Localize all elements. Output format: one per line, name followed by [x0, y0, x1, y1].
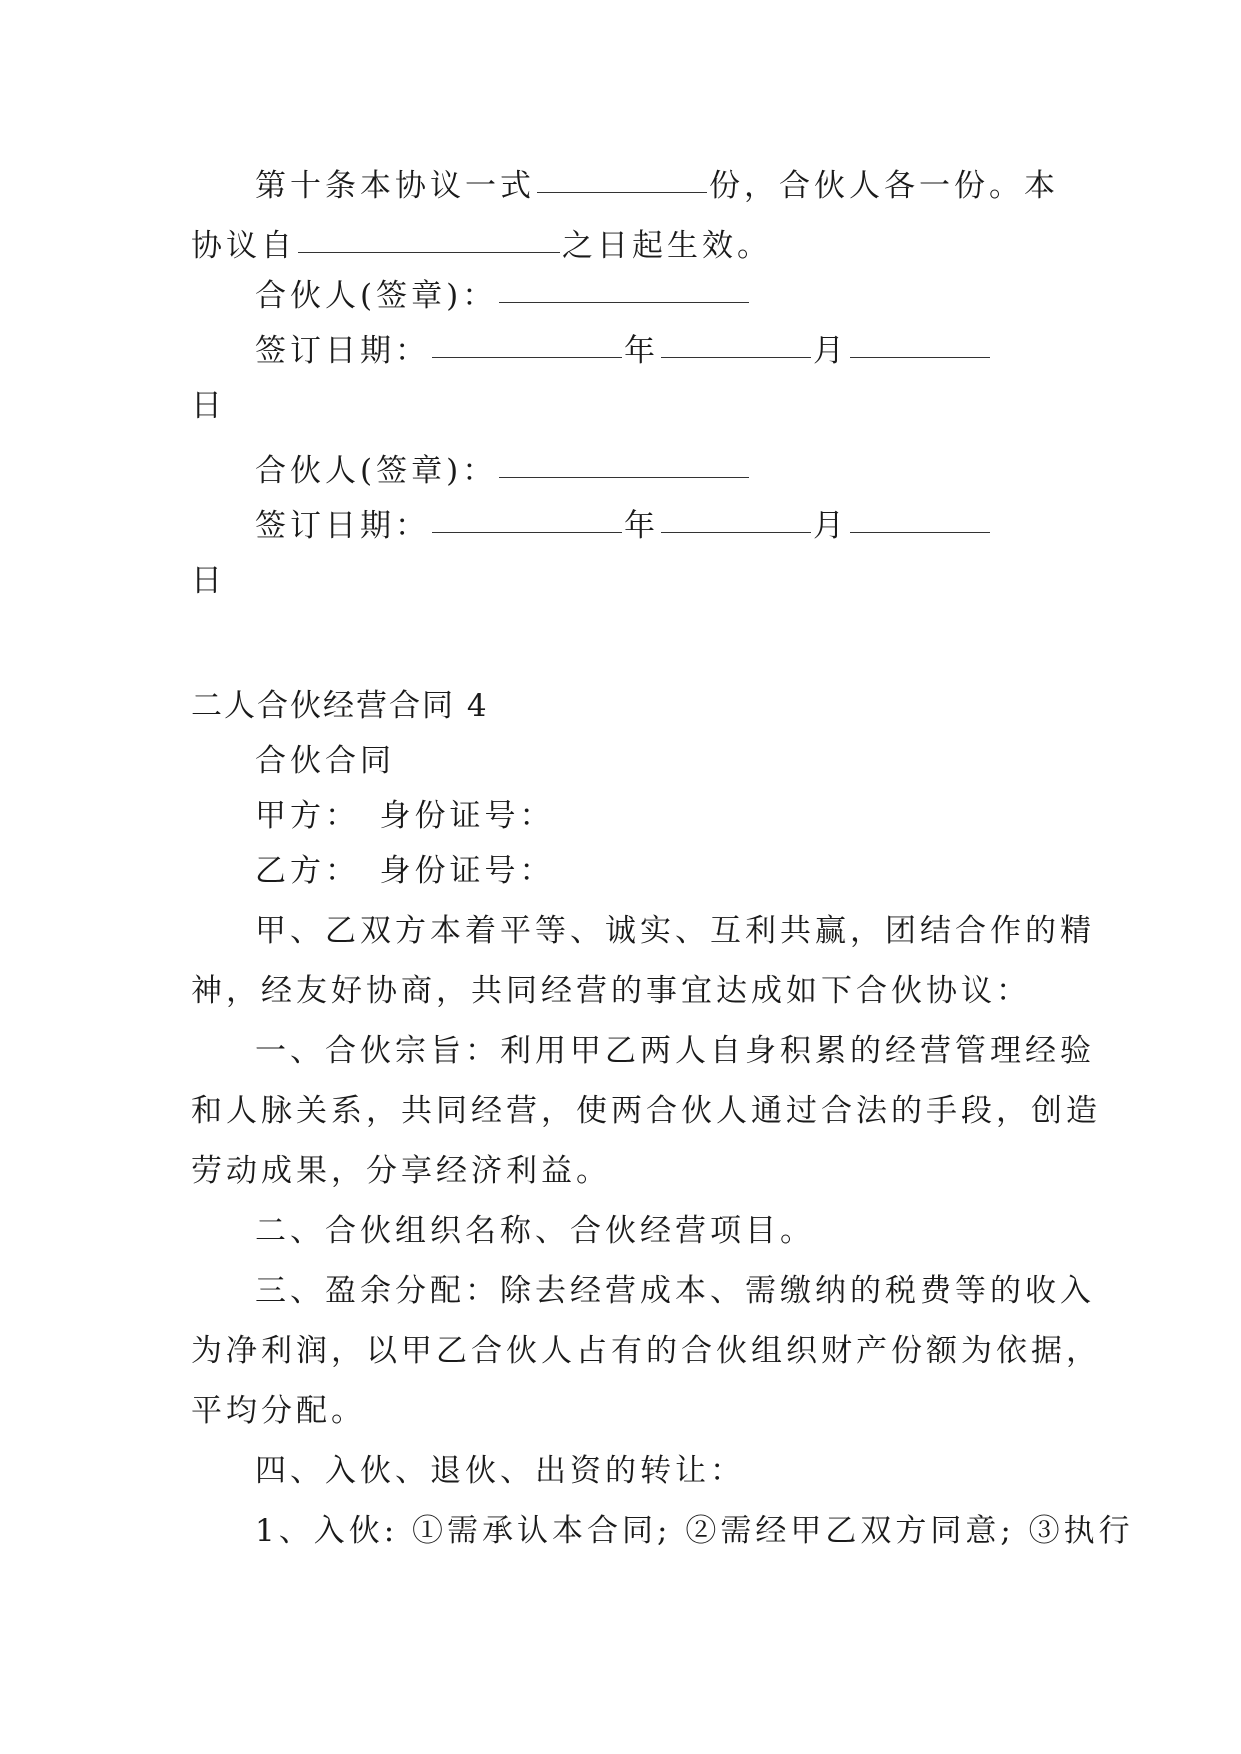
article10-line1 — [255, 158, 1115, 214]
year-blank — [432, 323, 622, 358]
day-label-2 — [191, 553, 1051, 609]
article10-text: 第十条本协议一式 — [255, 168, 535, 204]
year-blank — [432, 498, 622, 533]
partner-label: 合伙人(签章)： — [255, 453, 498, 489]
year-label: 年 — [624, 333, 659, 369]
day-label-1 — [191, 378, 1051, 434]
month-blank — [661, 498, 811, 533]
clause4: 四、入伙、退伙、出资的转让： — [255, 1453, 745, 1489]
article10-text: 之日起生效。 — [562, 228, 772, 264]
date-label: 签订日期： — [255, 508, 430, 544]
intro-line-1: 甲、乙双方本着平等、诚实、互利共赢，团结合作的精 — [255, 913, 1095, 949]
effective-date-blank — [298, 218, 560, 253]
clause3-line-1: 三、盈余分配：除去经营成本、需缴纳的税费等的收入 — [255, 1273, 1095, 1309]
clause4-1: 1、入伙: ①需承认本合同; ②需经甲乙双方同意; ③执行 — [255, 1513, 1134, 1549]
month-label: 月 — [813, 508, 848, 544]
party-a: 甲方： 身份证号： — [255, 798, 555, 834]
day-blank — [850, 498, 990, 533]
clause3-line-2: 为净利润，以甲乙合伙人占有的合伙组织财产份额为依据， — [191, 1333, 1101, 1369]
article10-line2 — [191, 218, 1051, 274]
month-blank — [661, 323, 811, 358]
clause3-line-3: 平均分配。 — [191, 1393, 366, 1429]
clause1-line-2: 和人脉关系，共同经营，使两合伙人通过合法的手段，创造 — [191, 1093, 1101, 1129]
day-blank — [850, 323, 990, 358]
year-label: 年 — [624, 508, 659, 544]
party-b: 乙方： 身份证号： — [255, 853, 555, 889]
section-title: 二人合伙经营合同 4 — [191, 688, 489, 724]
copies-blank — [537, 158, 707, 193]
partner-label: 合伙人(签章)： — [255, 278, 498, 314]
signature-blank — [499, 443, 749, 478]
signature-partner-2 — [255, 443, 1115, 499]
clause2: 二、合伙组织名称、合伙经营项目。 — [255, 1213, 815, 1249]
sign-date-1 — [255, 323, 1115, 379]
signature-partner-1 — [255, 268, 1115, 324]
intro-line-2: 神，经友好协商，共同经营的事宜达成如下合伙协议： — [191, 973, 1031, 1009]
article10-text: 协议自 — [191, 228, 296, 264]
clause1-line-1: 一、合伙宗旨：利用甲乙两人自身积累的经营管理经验 — [255, 1033, 1095, 1069]
signature-blank — [499, 268, 749, 303]
article10-text: 份，合伙人各一份。本 — [709, 168, 1059, 204]
clause1-line-3: 劳动成果，分享经济利益。 — [191, 1153, 611, 1189]
sign-date-2 — [255, 498, 1115, 554]
day-label: 日 — [191, 388, 226, 424]
contract-title: 合伙合同 — [255, 743, 395, 779]
month-label: 月 — [813, 333, 848, 369]
day-label: 日 — [191, 563, 226, 599]
date-label: 签订日期： — [255, 333, 430, 369]
